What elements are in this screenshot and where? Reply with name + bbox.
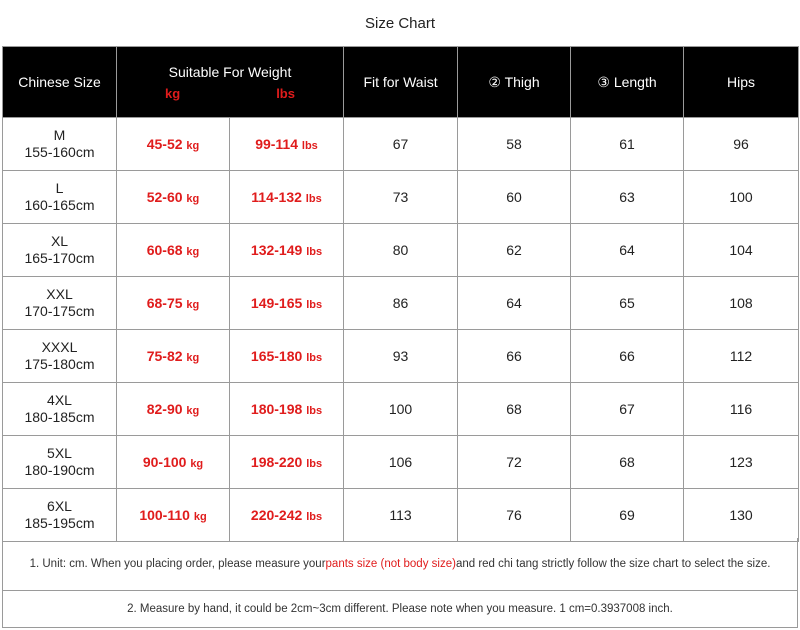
kg-unit: kg [193,511,207,523]
size-cell [3,436,117,489]
table-row [3,224,799,277]
header-weight-title: Suitable For Weight [168,63,292,80]
lbs-value: 149-165 [250,295,303,311]
header-chinese-size: Chinese Size [3,47,117,118]
size-label: L [55,180,64,196]
kg-value: 52-60 [146,189,183,205]
length-cell: 63 [571,171,684,224]
kg-value: 82-90 [146,401,183,417]
header-waist: Fit for Waist [344,47,458,118]
size-cell [3,171,117,224]
thigh-cell: 62 [458,224,571,277]
kg-unit: kg [186,352,200,364]
table-row [3,489,799,542]
hips-cell: 123 [684,436,799,489]
note-unit-text-before: 1. Unit: cm. When you placing order, please measure your [29,558,326,570]
kg-unit: kg [190,458,204,470]
header-length: ③ Length [571,47,684,118]
lbs-unit: lbs [306,405,323,417]
size-label: 4XL [47,392,72,408]
kg-value: 100-110 [139,507,190,523]
table-row [3,277,799,330]
lbs-value: 220-242 [250,507,303,523]
lbs-value: 99-114 [255,136,299,152]
waist-cell: 73 [344,171,458,224]
size-height: 180-190cm [24,462,95,478]
lbs-unit: lbs [306,246,323,258]
waist-cell: 113 [344,489,458,542]
notes [2,538,798,628]
size-height: 160-165cm [24,197,95,213]
length-cell: 65 [571,277,684,330]
lbs-unit: lbs [305,193,322,205]
lbs-value: 114-132 [251,189,302,205]
kg-cell [117,171,230,224]
size-height: 170-175cm [24,303,95,319]
note-measure: 2. Measure by hand, it could be 2cm~3cm different. Please note when you measure. 1 cm=0.3937008 inch. [2,591,798,628]
thigh-cell: 76 [458,489,571,542]
table-row [3,436,799,489]
lbs-value: 198-220 [250,454,303,470]
lbs-value: 180-198 [250,401,303,417]
header-row [3,47,799,118]
thigh-cell: 64 [458,277,571,330]
size-height: 175-180cm [24,356,95,372]
waist-cell: 80 [344,224,458,277]
lbs-unit: lbs [301,140,318,152]
table-row [3,171,799,224]
lbs-cell [230,118,344,171]
thigh-cell: 58 [458,118,571,171]
kg-value: 60-68 [146,242,183,258]
hips-cell: 116 [684,383,799,436]
hips-cell: 100 [684,171,799,224]
length-cell: 67 [571,383,684,436]
lbs-unit: lbs [306,458,323,470]
size-cell [3,489,117,542]
length-cell: 61 [571,118,684,171]
size-height: 165-170cm [24,250,95,266]
kg-cell [117,118,230,171]
size-cell [3,330,117,383]
lbs-unit: lbs [306,299,323,311]
hips-cell: 112 [684,330,799,383]
kg-unit: kg [186,299,200,311]
header-hips: Hips [684,47,799,118]
kg-cell [117,330,230,383]
kg-cell [117,436,230,489]
thigh-cell: 60 [458,171,571,224]
table-row [3,330,799,383]
size-height: 185-195cm [24,515,95,531]
size-label: XXXL [41,339,78,355]
size-cell [3,277,117,330]
kg-cell [117,383,230,436]
header-kg: kg [165,85,181,101]
size-table-body [3,118,799,542]
thigh-cell: 66 [458,330,571,383]
size-label: XL [50,233,69,249]
header-thigh: ② Thigh [458,47,571,118]
size-label: XXL [46,286,73,302]
table-row [3,118,799,171]
thigh-cell: 72 [458,436,571,489]
kg-cell [117,224,230,277]
size-label: M [53,127,66,143]
kg-unit: kg [186,405,200,417]
size-height: 155-160cm [24,144,95,160]
waist-cell: 93 [344,330,458,383]
waist-cell: 100 [344,383,458,436]
kg-unit: kg [186,140,200,152]
table-row [3,383,799,436]
kg-value: 68-75 [146,295,183,311]
kg-value: 45-52 [146,136,183,152]
hips-cell: 104 [684,224,799,277]
note-unit [2,538,798,591]
waist-cell: 106 [344,436,458,489]
size-cell [3,224,117,277]
length-cell: 66 [571,330,684,383]
hips-cell: 96 [684,118,799,171]
lbs-cell [230,224,344,277]
lbs-cell [230,383,344,436]
lbs-cell [230,171,344,224]
kg-value: 90-100 [142,454,187,470]
header-weight-units [117,86,343,101]
length-cell: 68 [571,436,684,489]
lbs-unit: lbs [306,352,323,364]
hips-cell: 130 [684,489,799,542]
lbs-value: 132-149 [250,242,303,258]
waist-cell: 86 [344,277,458,330]
kg-cell [117,489,230,542]
lbs-cell [230,277,344,330]
kg-unit: kg [186,193,200,205]
size-cell [3,383,117,436]
note-unit-highlight: pants size (not body size) [325,558,456,570]
size-label: 6XL [47,498,72,514]
size-height: 180-185cm [24,409,95,425]
kg-value: 75-82 [146,348,183,364]
thigh-cell: 68 [458,383,571,436]
header-weight [117,47,344,118]
note-unit-text-after: and red chi tang strictly follow the size chart to select the size. [455,558,771,570]
size-table [2,46,799,542]
waist-cell: 67 [344,118,458,171]
length-cell: 64 [571,224,684,277]
lbs-value: 165-180 [250,348,303,364]
hips-cell: 108 [684,277,799,330]
kg-cell [117,277,230,330]
header-lbs: lbs [276,85,295,101]
chart-title: Size Chart [364,14,436,32]
lbs-cell [230,330,344,383]
length-cell: 69 [571,489,684,542]
lbs-unit: lbs [306,511,323,523]
kg-unit: kg [186,246,200,258]
size-label: 5XL [47,445,72,461]
lbs-cell [230,489,344,542]
lbs-cell [230,436,344,489]
size-cell [3,118,117,171]
